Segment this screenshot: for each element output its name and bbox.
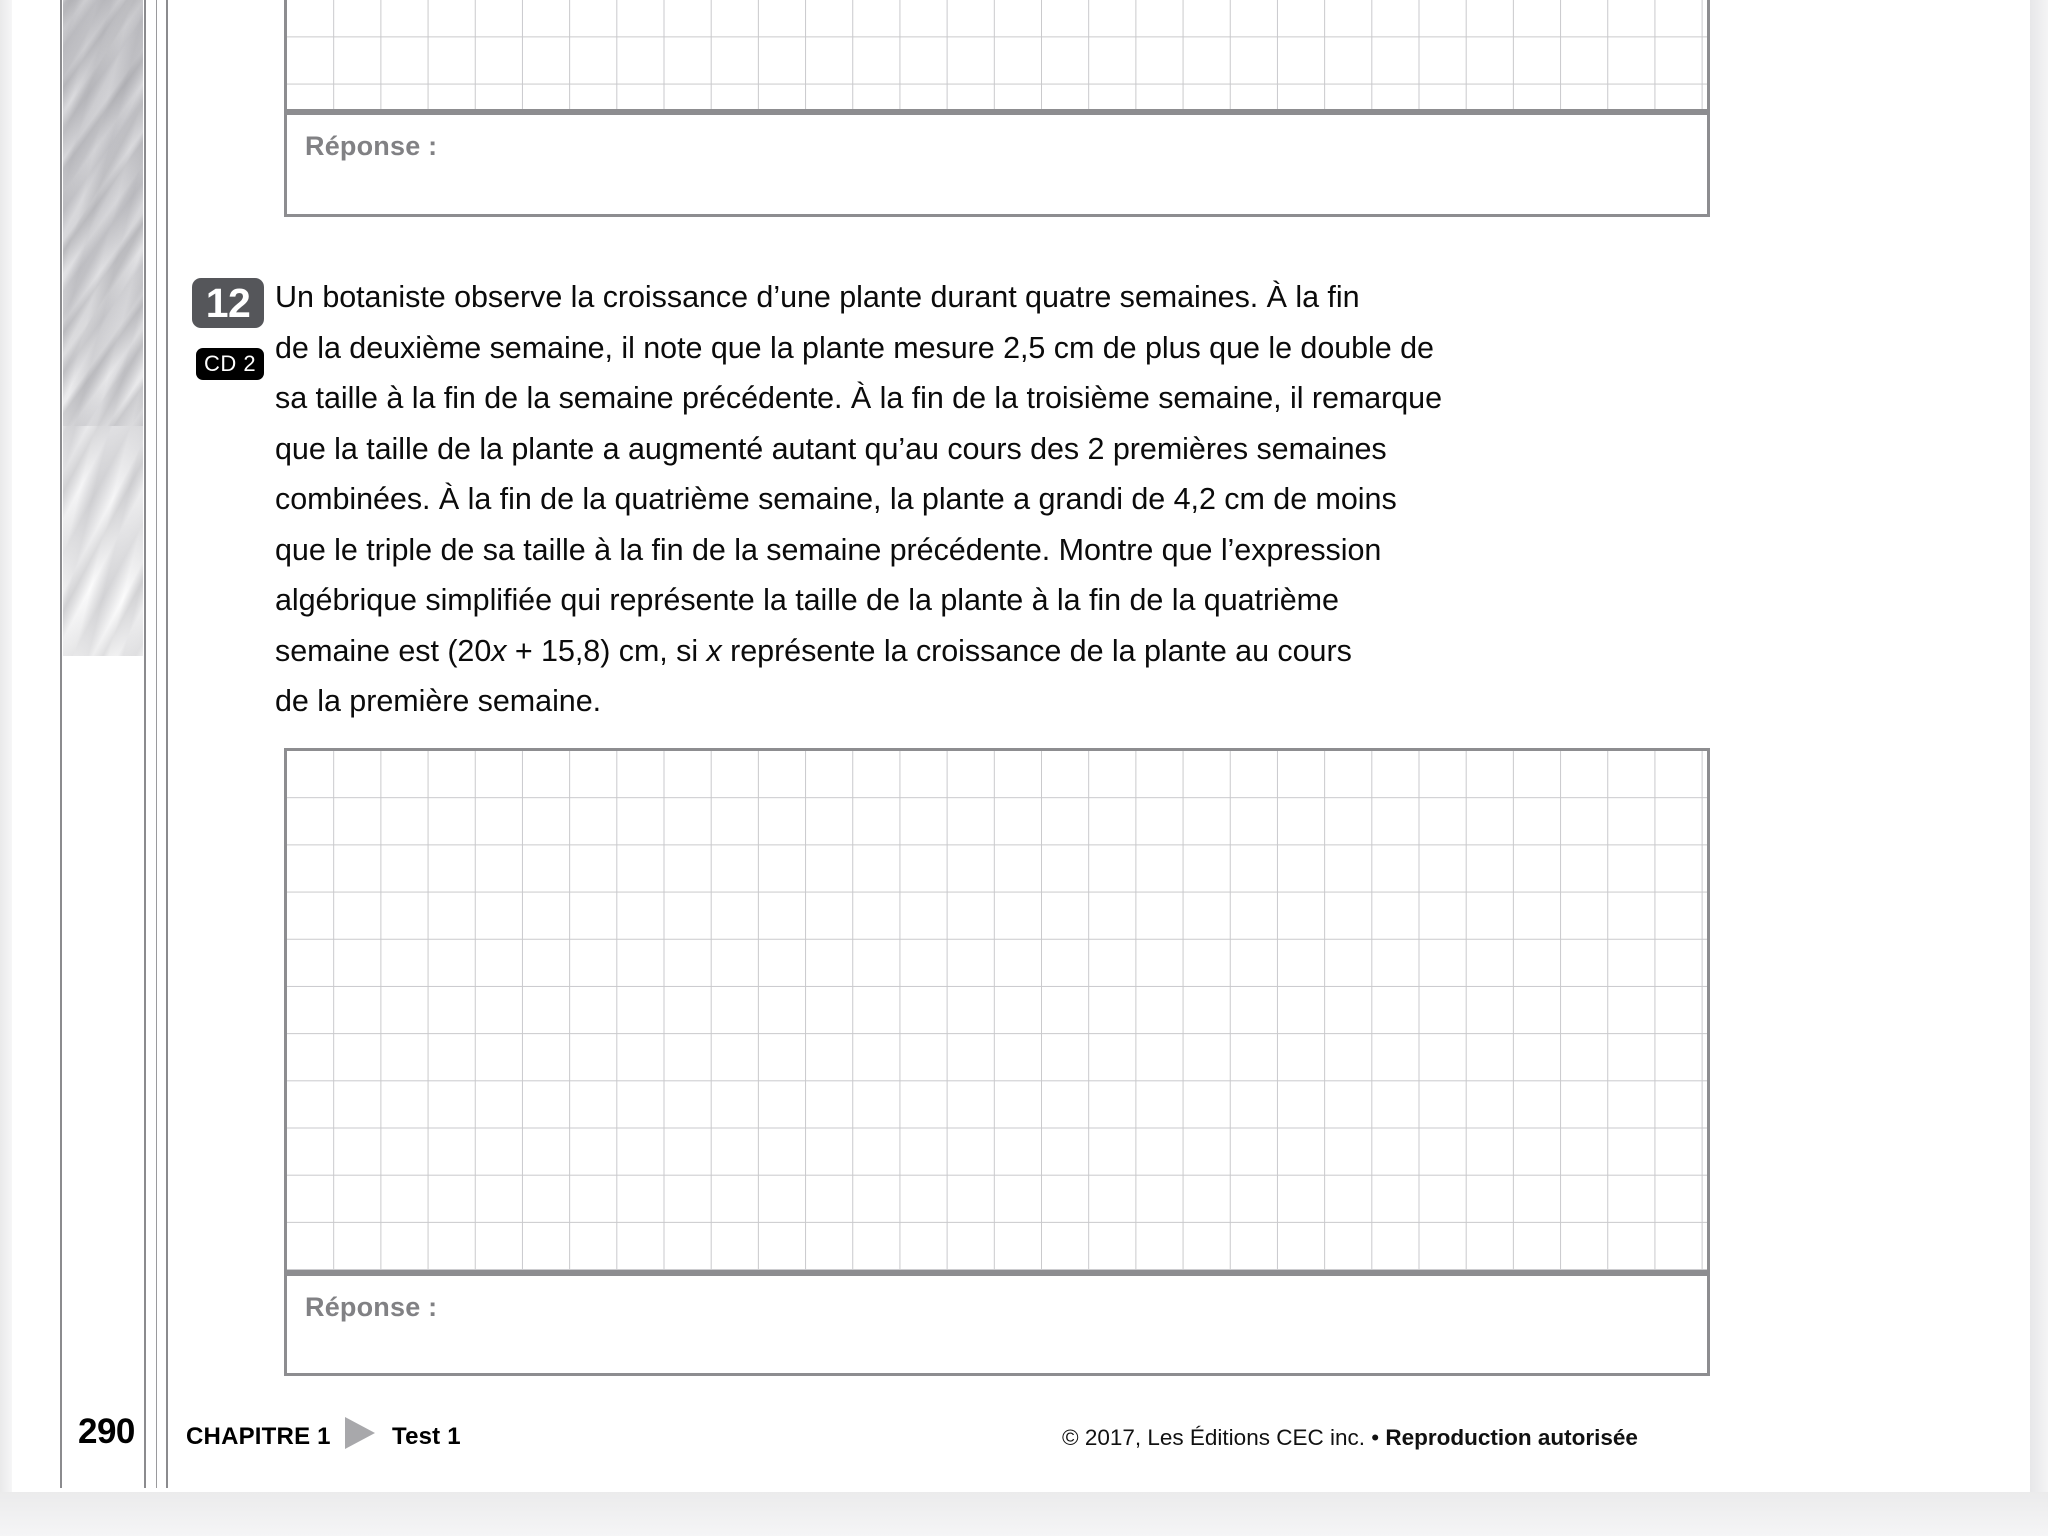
binding-line-2	[144, 0, 146, 1488]
scan-background-bottom	[0, 1492, 2048, 1536]
question-number-badge: 12	[192, 278, 264, 328]
footer-copyright-plain: © 2017, Les Éditions CEC inc. •	[1062, 1425, 1386, 1450]
question-line-2: de la deuxième semaine, il note que la plante mesure 2,5 cm de plus que le double de	[275, 330, 1434, 365]
question-line-8: semaine est (20x + 15,8) cm, si x représente la croissance de la plante au cours	[275, 633, 1352, 668]
triangle-right-icon	[345, 1417, 375, 1449]
binding-line-4	[166, 0, 168, 1488]
reponse-label-main: Réponse :	[305, 1292, 438, 1322]
binding-line-3	[156, 0, 157, 1488]
footer-copyright	[1062, 1425, 1638, 1451]
question-line-1: Un botaniste observe la croissance d’une plante durant quatre semaines. À la fin	[275, 280, 1360, 314]
question-line-6: que le triple de sa taille à la fin de la semaine précédente. Montre que l’expression	[275, 532, 1382, 567]
footer-test-label: Test 1	[392, 1423, 461, 1450]
answer-grid-main[interactable]	[284, 748, 1710, 1273]
reponse-box-main[interactable]	[284, 1273, 1710, 1376]
question-line-9: de la première semaine.	[275, 684, 602, 718]
grid-lines	[287, 0, 1707, 109]
question-line-3: sa taille à la fin de la semaine précédente. À la fin de la troisième semaine, il remarque	[275, 381, 1442, 415]
book-binding-artifact	[60, 0, 146, 1488]
reponse-box-top[interactable]	[284, 112, 1710, 217]
competency-badge: CD 2	[196, 348, 264, 380]
reponse-label-top: Réponse :	[305, 131, 438, 161]
binding-line-1	[60, 0, 62, 1488]
question-line-5: combinées. À la fin de la quatrième semaine, la plante a grandi de 4,2 cm de moins	[275, 482, 1397, 516]
scan-background-left	[0, 0, 12, 1536]
question-line-4: que la taille de la plante a augmenté autant qu’au cours des 2 premières semaines	[275, 431, 1387, 466]
question-text	[275, 272, 1695, 727]
answer-grid-top[interactable]	[284, 0, 1710, 112]
binding-texture-overlay	[63, 0, 143, 426]
footer-copyright-bold: Reproduction autorisée	[1385, 1425, 1638, 1450]
scan-background-right	[2030, 0, 2048, 1536]
grid-lines	[287, 751, 1707, 1270]
question-line-7: algébrique simplifiée qui représente la taille de la plante à la fin de la quatrième	[275, 583, 1339, 617]
footer-chapter-label: CHAPITRE 1	[186, 1423, 331, 1450]
footer-page-number: 290	[78, 1412, 135, 1451]
